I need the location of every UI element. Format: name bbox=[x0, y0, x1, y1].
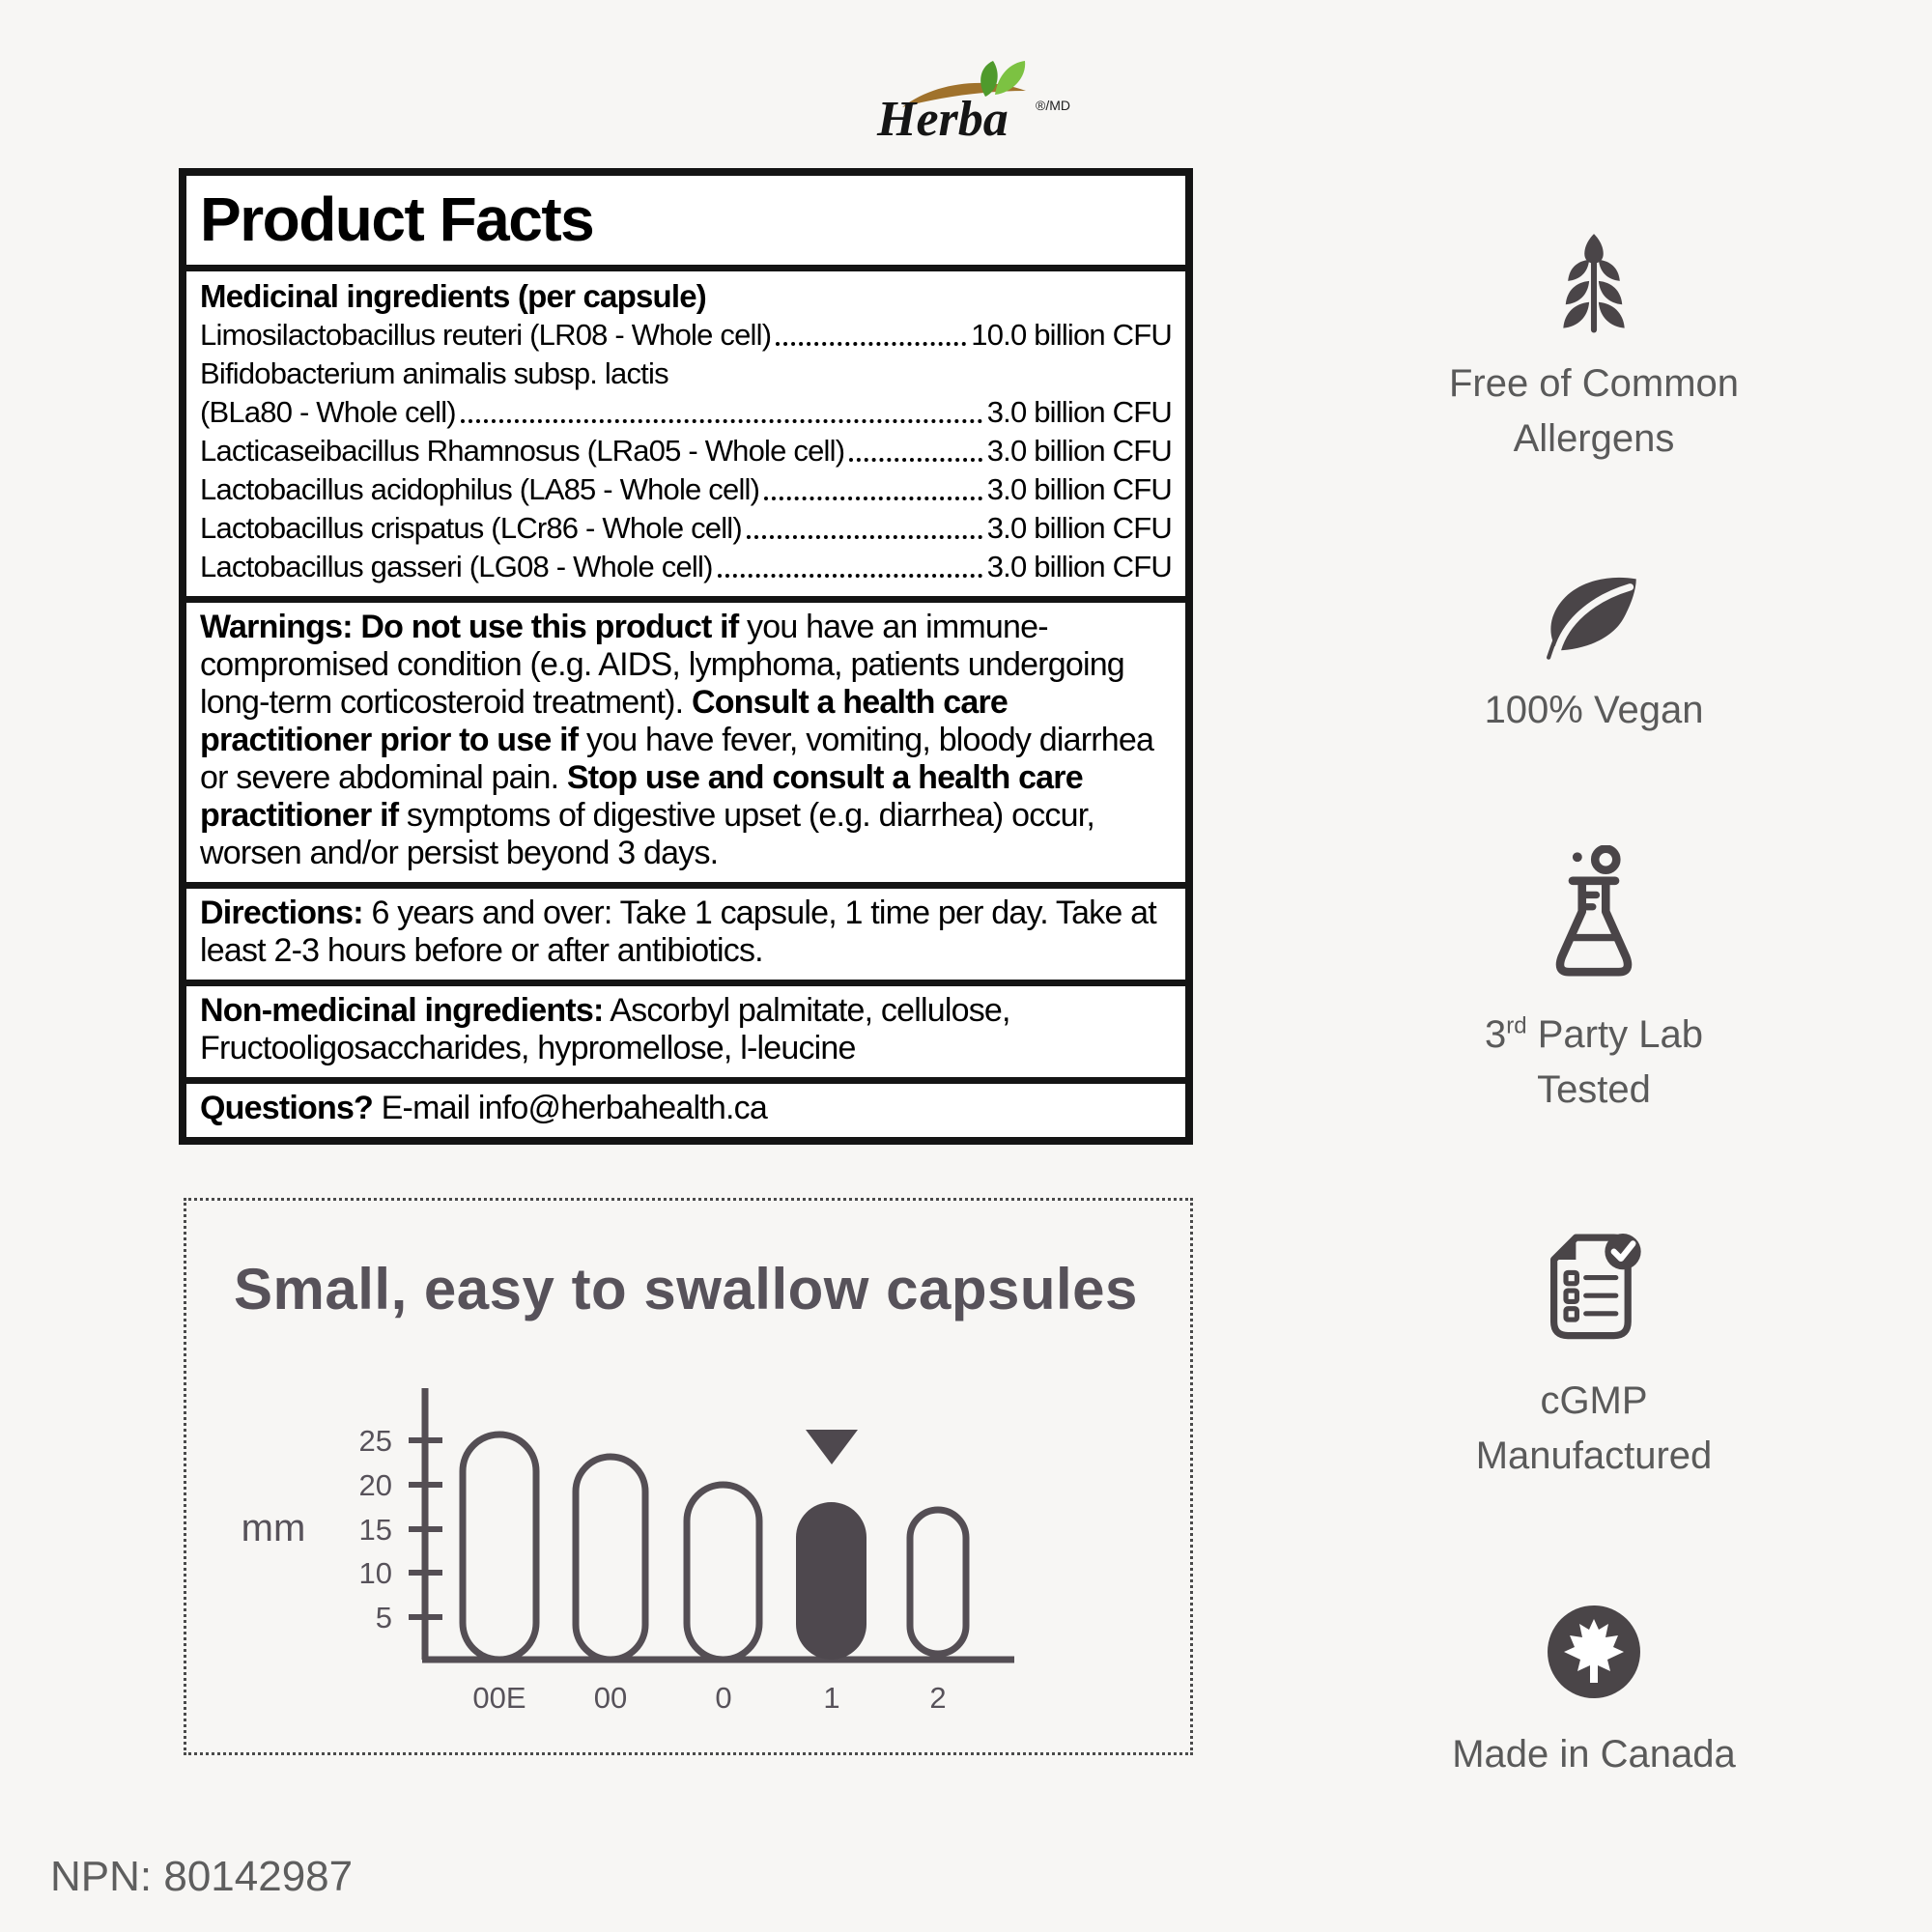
ingredient-name: Lactobacillus acidophilus (LA85 - Whole cell) bbox=[200, 472, 760, 506]
capsule-0 bbox=[687, 1485, 759, 1660]
wheat-icon bbox=[1556, 234, 1632, 335]
leaf-icon bbox=[1546, 575, 1642, 660]
badge-label-line: cGMP bbox=[1540, 1379, 1648, 1422]
questions-label: Questions? bbox=[200, 1090, 374, 1126]
badge-made-in-canada bbox=[1401, 1604, 1787, 1782]
questions-email-text: E-mail info@herbahealth.ca bbox=[373, 1090, 767, 1126]
ingredient-row bbox=[200, 470, 1172, 509]
medicinal-ingredients-section bbox=[186, 265, 1185, 596]
product-facts-title: Product Facts bbox=[200, 185, 594, 254]
x-category-label: 2 bbox=[929, 1681, 947, 1715]
ingredient-value: 3.0 billion CFU bbox=[986, 550, 1172, 583]
ingredient-name: Limosilactobacillus reuteri (LR08 - Whole cell) bbox=[200, 318, 772, 352]
non-medicinal-label: Non-medicinal ingredients: bbox=[200, 992, 604, 1029]
ingredient-name: Lactobacillus gasseri (LG08 - Whole cell) bbox=[200, 550, 713, 583]
warnings-text: you have an immune-compromised condition (e.g. AIDS, lymphoma, patients undergoing long-term corticosteroid treatment). bbox=[200, 609, 1124, 721]
dotted-leader bbox=[718, 574, 982, 578]
ingredient-name: Lactobacillus crispatus (LCr86 - Whole cell) bbox=[200, 511, 742, 545]
brand-name: Herba bbox=[877, 92, 1009, 147]
medicinal-ingredients-header: Medicinal ingredients (per capsule) bbox=[200, 278, 706, 314]
dotted-leader bbox=[776, 342, 966, 346]
questions-section bbox=[186, 1077, 1185, 1137]
maple-leaf-icon bbox=[1546, 1604, 1642, 1700]
directions-section bbox=[186, 882, 1185, 980]
badge-cgmp bbox=[1401, 1233, 1787, 1484]
warnings-text: symptoms of digestive upset (e.g. diarrhea) occur, worsen and/or persist beyond 3 days. bbox=[200, 797, 1095, 871]
flask-icon bbox=[1532, 845, 1656, 992]
badge-label-line: Free of Common bbox=[1448, 362, 1740, 405]
x-category-label: 00E bbox=[472, 1681, 526, 1715]
badge-label-line: 100% Vegan bbox=[1484, 689, 1704, 731]
badge-label-line: 3rd Party Lab bbox=[1485, 1012, 1703, 1056]
dotted-leader bbox=[747, 535, 982, 539]
ingredient-name: Bifidobacterium animalis subsp. lactis bbox=[200, 356, 668, 390]
x-category-label: 00 bbox=[593, 1681, 628, 1715]
badge-free-of-allergens bbox=[1401, 234, 1787, 467]
badge-label-line: Made in Canada bbox=[1452, 1733, 1736, 1776]
ingredient-row bbox=[200, 393, 1172, 432]
y-tick-label: 10 bbox=[358, 1556, 392, 1590]
ingredient-row bbox=[200, 548, 1172, 586]
dotted-leader bbox=[461, 419, 982, 423]
capsule-panel-heading: Small, easy to swallow capsules bbox=[234, 1257, 1138, 1321]
down-triangle-icon bbox=[806, 1430, 858, 1464]
y-axis-label: mm bbox=[241, 1507, 306, 1549]
y-tick-label: 20 bbox=[358, 1468, 392, 1502]
warnings-text: you have fever, vomiting, bloody diarrhea or severe abdominal pain. bbox=[200, 722, 1154, 796]
non-medicinal-section bbox=[186, 980, 1185, 1077]
badge-lab-tested bbox=[1401, 845, 1787, 1118]
capsule-00e bbox=[463, 1435, 536, 1660]
trademark: ®/MD bbox=[1036, 98, 1070, 113]
capsule-1-highlighted bbox=[796, 1502, 867, 1660]
non-medicinal-text: Ascorbyl palmitate, cellulose, Fructooligosaccharides, hypromellose, l-leucine bbox=[200, 992, 1010, 1066]
warnings-stop-label: Stop use and consult a health care practitioner if bbox=[200, 759, 1083, 834]
npn-number: NPN: 80142987 bbox=[50, 1853, 354, 1900]
warnings-section bbox=[186, 596, 1185, 882]
badge-vegan bbox=[1401, 575, 1787, 738]
badge-label-line: Manufactured bbox=[1475, 1435, 1713, 1477]
ingredient-name: Lacticaseibacillus Rhamnosus (LRa05 - Whole cell) bbox=[200, 434, 845, 468]
ingredient-row bbox=[200, 432, 1172, 470]
x-category-label: 1 bbox=[823, 1681, 840, 1715]
ingredient-value: 3.0 billion CFU bbox=[986, 511, 1172, 545]
warnings-consult-label: Consult a health care practitioner prior to use if bbox=[200, 684, 1009, 758]
ingredient-value: 3.0 billion CFU bbox=[986, 472, 1172, 506]
capsule-size-chart bbox=[232, 1367, 1024, 1748]
directions-text: 6 years and over: Take 1 capsule, 1 time per day. Take at least 2-3 hours before or after antibiotics. bbox=[200, 895, 1156, 969]
superscript: rd bbox=[1506, 1012, 1527, 1039]
ingredient-value: 3.0 billion CFU bbox=[986, 434, 1172, 468]
x-category-label: 0 bbox=[715, 1681, 732, 1715]
clipboard-check-icon bbox=[1540, 1233, 1648, 1347]
ingredient-name: (BLa80 - Whole cell) bbox=[200, 395, 456, 429]
ingredient-row bbox=[200, 316, 1172, 355]
y-tick-label: 5 bbox=[375, 1601, 392, 1634]
ingredient-row bbox=[200, 509, 1172, 548]
badge-label-line: Allergens bbox=[1513, 417, 1675, 460]
capsule-2 bbox=[910, 1510, 966, 1654]
ingredient-value: 10.0 billion CFU bbox=[971, 318, 1172, 352]
dotted-leader bbox=[764, 497, 982, 500]
capsule-00 bbox=[576, 1457, 645, 1660]
directions-label: Directions: bbox=[200, 895, 363, 931]
badge-label-line: Tested bbox=[1537, 1068, 1651, 1111]
warnings-label: Warnings: Do not use this product if bbox=[200, 609, 739, 645]
ingredient-value: 3.0 billion CFU bbox=[986, 395, 1172, 429]
dotted-leader bbox=[849, 458, 981, 462]
ingredient-row bbox=[200, 355, 1172, 393]
y-tick-label: 25 bbox=[358, 1424, 392, 1458]
y-tick-label: 15 bbox=[358, 1513, 392, 1547]
brand-logo bbox=[866, 48, 1097, 159]
product-facts-panel bbox=[179, 168, 1193, 1145]
